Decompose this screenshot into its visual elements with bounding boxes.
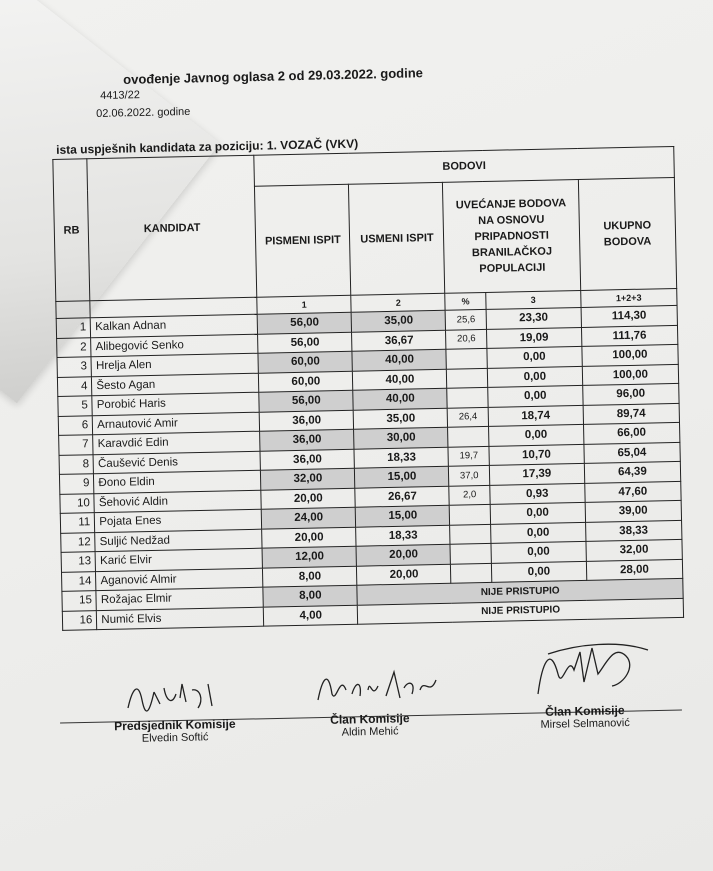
reference-number: 4413/22: [100, 89, 141, 102]
results-table: [52, 146, 684, 631]
cell-uvecanje: 0,00: [490, 502, 585, 523]
header-kandidat: KANDIDAT: [87, 155, 257, 300]
cell-rb: 13: [61, 552, 96, 572]
cell-rb: 1: [56, 318, 91, 338]
signature-role-2: Član Komisije: [330, 711, 410, 727]
cell-uvecanje: 0,00: [491, 541, 586, 562]
cell-name: Aganović Almir: [96, 568, 263, 591]
subheader-1: 1: [257, 295, 352, 314]
cell-total: 64,39: [584, 461, 681, 483]
cell-absent-note: NIJE PRISTUPIO: [357, 578, 683, 604]
cell-rb: 14: [61, 571, 96, 591]
cell-uvecanje: 0,00: [487, 346, 582, 367]
cell-total: 111,76: [581, 325, 678, 347]
cell-usmeni: 20,00: [357, 564, 451, 585]
cell-usmeni: 15,00: [356, 505, 450, 526]
cell-pismeni: 8,00: [263, 566, 358, 587]
cell-total: 32,00: [586, 539, 683, 561]
cell-name: Numić Elvis: [97, 607, 264, 630]
cell-uvecanje: 0,00: [491, 561, 586, 582]
cell-uvecanje: 0,00: [488, 385, 583, 406]
cell-name: Čaušević Denis: [93, 451, 260, 474]
cell-pismeni: 12,00: [262, 546, 357, 567]
cell-rb: 2: [57, 337, 92, 357]
cell-pismeni: 20,00: [262, 527, 357, 548]
cell-pct: 25,6: [446, 309, 487, 329]
cell-name: Porobić Haris: [92, 392, 259, 415]
subheader-total: 1+2+3: [580, 288, 677, 307]
header-bodovi: BODOVI: [254, 146, 674, 186]
cell-pct: 26,4: [448, 407, 489, 427]
cell-pismeni: 24,00: [261, 507, 356, 528]
signature-scribble-1: [120, 670, 230, 720]
cell-pct: 37,0: [449, 465, 490, 485]
document-title: ovođenje Javnog oglasa 2 od 29.03.2022. godine: [123, 65, 424, 87]
subheader-pct: %: [445, 292, 486, 310]
cell-rb: 15: [62, 591, 97, 611]
signature-block-3: [510, 702, 661, 731]
cell-uvecanje: 0,00: [491, 522, 586, 543]
cell-rb: 7: [59, 435, 94, 455]
cell-pismeni: 36,00: [259, 410, 354, 431]
cell-pismeni: 36,00: [260, 449, 355, 470]
cell-uvecanje: 0,00: [487, 366, 582, 387]
cell-usmeni: 40,00: [352, 349, 446, 370]
cell-pct: 20,6: [446, 329, 487, 349]
cell-usmeni: 35,00: [354, 408, 448, 429]
cell-pismeni: 56,00: [258, 332, 353, 353]
cell-usmeni: 30,00: [354, 427, 448, 448]
header-ukupno: UKUPNO BODOVA: [578, 177, 677, 290]
cell-usmeni: 36,67: [352, 330, 446, 351]
cell-name: Šesto Agan: [92, 373, 259, 396]
cell-pct: [450, 504, 491, 524]
header-rb: RB: [53, 159, 90, 302]
cell-total: 96,00: [582, 383, 679, 405]
cell-name: Rožajac Elmir: [96, 587, 263, 610]
cell-pismeni: 36,00: [260, 429, 355, 450]
document-date: 02.06.2022. godine: [96, 105, 191, 120]
cell-pct: 19,7: [448, 446, 489, 466]
cell-pct: [450, 524, 491, 544]
cell-pct: [447, 387, 488, 407]
cell-rb: 12: [61, 532, 96, 552]
cell-uvecanje: 0,00: [488, 424, 583, 445]
cell-rb: 9: [59, 474, 94, 494]
table-caption: ista uspješnih kandidata za poziciju: 1. VOZAČ (VKV): [55, 136, 359, 157]
signature-role-3: Član Komisije: [545, 703, 625, 719]
cell-name: Kalkan Adnan: [90, 314, 257, 337]
cell-name: Alibegović Senko: [91, 334, 258, 357]
cell-pct: [446, 348, 487, 368]
cell-usmeni: 18,33: [354, 447, 448, 468]
cell-pct: [448, 426, 489, 446]
cell-uvecanje: 10,70: [489, 444, 584, 465]
cell-uvecanje: 0,93: [490, 483, 585, 504]
cell-pct: [450, 543, 491, 563]
subheader-blank: [56, 301, 91, 319]
signature-scribble-2: [312, 660, 452, 715]
cell-uvecanje: 17,39: [489, 463, 584, 484]
cell-usmeni: 35,00: [352, 310, 446, 331]
cell-total: 100,00: [582, 344, 679, 366]
cell-name: Hrelja Alen: [91, 353, 258, 376]
cell-name: Karić Elvir: [95, 548, 262, 571]
cell-pismeni: 20,00: [261, 488, 356, 509]
cell-pismeni: 8,00: [263, 585, 358, 606]
cell-rb: 6: [58, 415, 93, 435]
cell-rb: 5: [58, 396, 93, 416]
cell-absent-note: NIJE PRISTUPIO: [358, 598, 684, 624]
cell-total: 38,33: [585, 520, 682, 542]
header-pismeni: PISMENI ISPIT: [255, 184, 351, 297]
cell-rb: 11: [60, 513, 95, 533]
cell-name: Arnautović Amir: [93, 412, 260, 435]
cell-rb: 16: [62, 610, 97, 630]
header-usmeni: USMENI ISPIT: [349, 182, 445, 295]
cell-usmeni: 18,33: [356, 525, 450, 546]
cell-pct: [451, 563, 492, 583]
cell-total: 100,00: [582, 364, 679, 386]
cell-name: Šehović Aldin: [94, 490, 261, 513]
cell-usmeni: 40,00: [353, 369, 447, 390]
subheader-2: 2: [351, 293, 445, 312]
cell-pismeni: 60,00: [258, 351, 353, 372]
cell-usmeni: 40,00: [353, 388, 447, 409]
cell-rb: 4: [57, 376, 92, 396]
cell-total: 47,60: [584, 481, 681, 503]
cell-rb: 3: [57, 357, 92, 377]
subheader-3: 3: [486, 290, 581, 309]
signature-scribble-3: [528, 634, 658, 704]
signature-block-1: [100, 716, 251, 745]
cell-uvecanje: 18,74: [488, 405, 583, 426]
cell-usmeni: 15,00: [355, 466, 449, 487]
cell-total: 114,30: [581, 305, 678, 327]
signature-name-1: Elvedin Softić: [141, 731, 209, 745]
cell-pct: 2,0: [449, 485, 490, 505]
cell-rb: 8: [59, 454, 94, 474]
header-uvecanje: UVEĆANJE BODOVA NA OSNOVU PRIPADNOSTI BRANILAČKOJ POPULACIJI: [443, 179, 581, 293]
cell-usmeni: 26,67: [355, 486, 449, 507]
signature-block-2: [300, 711, 441, 740]
cell-uvecanje: 19,09: [486, 327, 581, 348]
cell-pismeni: 56,00: [259, 390, 354, 411]
cell-total: 28,00: [586, 559, 683, 581]
signature-name-3: Mirsel Selmanović: [540, 717, 630, 731]
cell-pismeni: 56,00: [257, 312, 352, 333]
signature-role-1: Predsjednik Komisije: [114, 716, 236, 734]
cell-usmeni: 20,00: [356, 544, 450, 565]
cell-name: Pojata Enes: [95, 509, 262, 532]
cell-name: Đono Eldin: [94, 470, 261, 493]
cell-total: 66,00: [583, 422, 680, 444]
signature-name-2: Aldin Mehić: [341, 725, 399, 739]
cell-pismeni: 4,00: [263, 605, 358, 626]
cell-uvecanje: 23,30: [486, 307, 581, 328]
cell-total: 39,00: [585, 500, 682, 522]
cell-pismeni: 60,00: [259, 371, 354, 392]
cell-name: Suljić Nedžad: [95, 529, 262, 552]
cell-total: 89,74: [583, 403, 680, 425]
cell-total: 65,04: [584, 442, 681, 464]
cell-rb: 10: [60, 493, 95, 513]
cell-name: Karavdić Edin: [93, 431, 260, 454]
results-table-wrap: [52, 130, 684, 631]
cell-pct: [447, 368, 488, 388]
cell-pismeni: 32,00: [261, 468, 356, 489]
